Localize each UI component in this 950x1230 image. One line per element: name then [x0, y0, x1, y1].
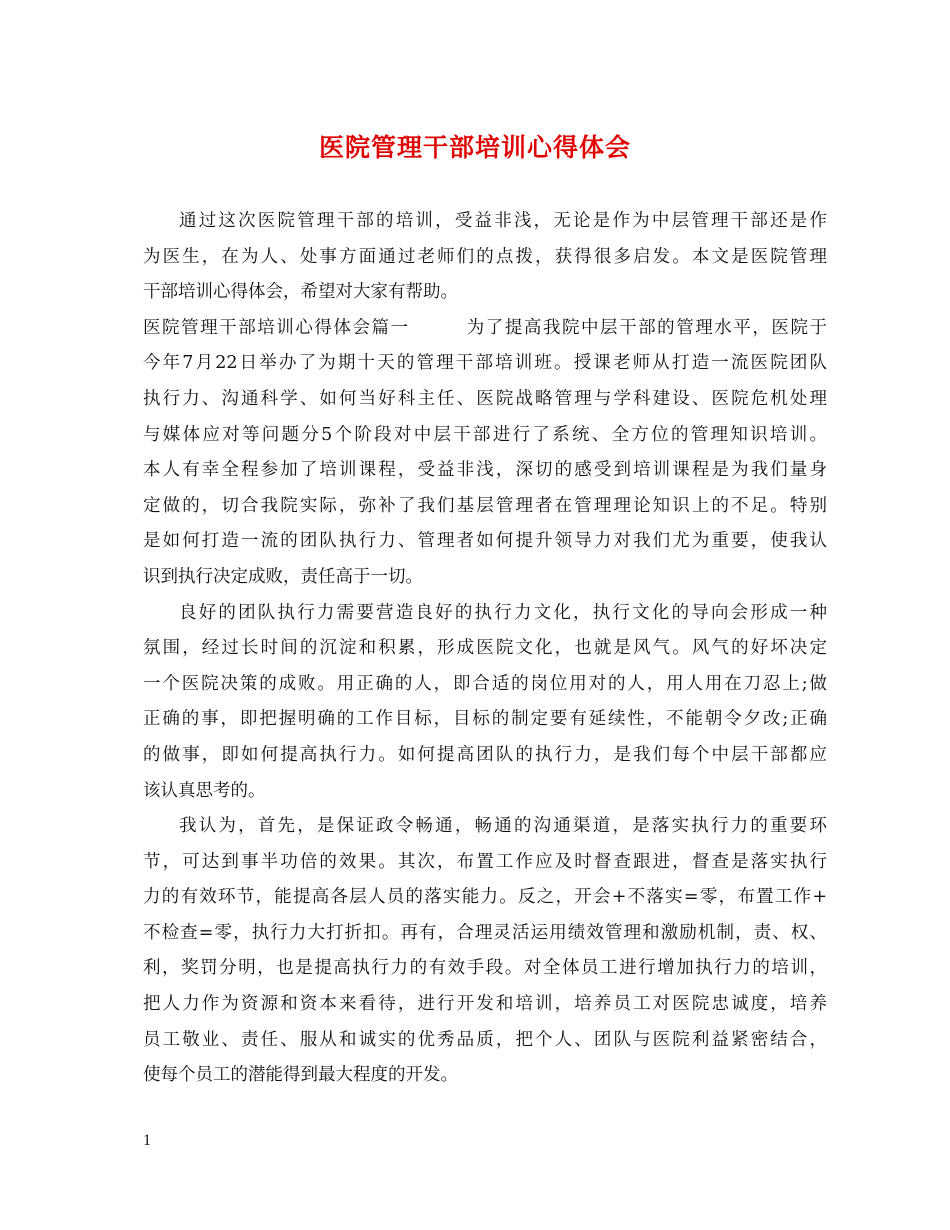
body-line: 识到执行决定成败，责任高于一切。 [143, 566, 423, 587]
body-line: 氛围，经过长时间的沉淀和积累，形成医院文化，也就是风气。风气的好坏决定 [143, 638, 827, 659]
body-line: 干部培训心得体会，希望对大家有帮助。 [143, 282, 458, 303]
body-line: 利，奖罚分明，也是提高执行力的有效手段。对全体员工进行增加执行力的培训， [143, 958, 827, 979]
body-line: 的做事，即如何提高执行力。如何提高团队的执行力，是我们每个中层干部都应 [143, 744, 827, 765]
body-line: 力的有效环节，能提高各层人员的落实能力。反之，开会+不落实=零，布置工作+ [143, 887, 827, 908]
page-number: 1 [143, 1132, 151, 1149]
body-line: 通过这次医院管理干部的培训，受益非浅，无论是作为中层管理干部还是作 [179, 211, 827, 231]
body-line: 把人力作为资源和资本来看待，进行开发和培训，培养员工对医院忠诚度，培养 [143, 994, 827, 1015]
body-line: 为医生，在为人、处事方面通过老师们的点拨，获得很多启发。本文是医院管理 [143, 246, 827, 267]
body-line: 是如何打造一流的团队执行力、管理者如何提升领导力对我们尤为重要，使我认 [143, 531, 827, 552]
body-line: 一个医院决策的成败。用正确的人，即合适的岗位用对的人，用人用在刀忍上;做 [143, 673, 827, 694]
body-line: 我认为，首先，是保证政令畅通，畅通的沟通渠道，是落实执行力的重要环 [179, 816, 827, 837]
body-line: 今年7月22日举办了为期十天的管理干部培训班。授课老师从打造一流医院团队 [143, 353, 827, 374]
body-line: 节，可达到事半功倍的效果。其次，布置工作应及时督查跟进，督查是落实执行 [143, 851, 827, 872]
body-line: 良好的团队执行力需要营造良好的执行力文化，执行文化的导向会形成一种 [179, 602, 827, 623]
document-title: 医院管理干部培训心得体会 [318, 133, 631, 162]
body-line: 不检查=零，执行力大打折扣。再有，合理灵活运用绩效管理和激励机制，责、权、 [143, 922, 827, 943]
body-line: 定做的，切合我院实际，弥补了我们基层管理者在管理理论知识上的不足。特别 [143, 495, 827, 516]
body-line: 医院管理干部培训心得体会篇一 为了提高我院中层干部的管理水平，医院于 [143, 317, 827, 338]
body-line: 执行力、沟通科学、如何当好科主任、医院战略管理与学科建设、医院危机处理 [143, 388, 827, 409]
document-body [143, 204, 827, 1094]
body-line: 该认真思考的。 [143, 780, 266, 801]
body-line: 与媒体应对等问题分5个阶段对中层干部进行了系统、全方位的管理知识培训。 [143, 424, 827, 445]
body-line: 本人有幸全程参加了培训课程，受益非浅，深切的感受到培训课程是为我们量身 [143, 460, 827, 481]
body-line: 员工敬业、责任、服从和诚实的优秀品质，把个人、团队与医院利益紧密结合， [143, 1029, 827, 1050]
body-line: 正确的事，即把握明确的工作目标，目标的制定要有延续性，不能朝令夕改;正确 [143, 709, 827, 730]
body-line: 使每个员工的潜能得到最大程度的开发。 [143, 1065, 458, 1086]
